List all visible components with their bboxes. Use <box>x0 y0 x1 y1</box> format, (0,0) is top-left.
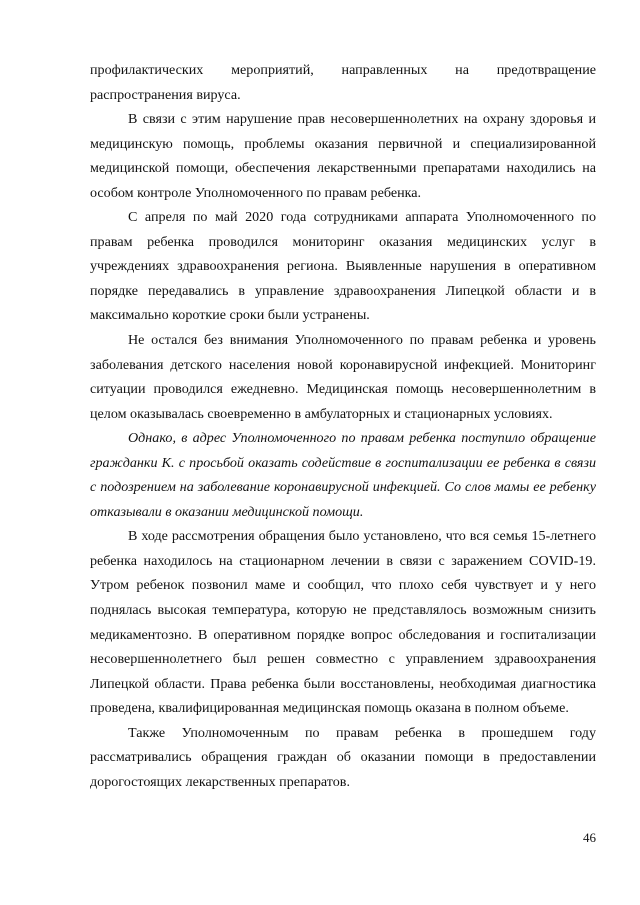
document-body <box>90 58 596 794</box>
paragraph-appeal-case: Однако, в адрес Уполномоченного по правам ребенка поступило обращение гражданки К. с просьбой оказать содействие в госпитализации ее ребенка в связи с подозрением на заболевание коронавирусной инфекцией. Со слов мамы ее ребенку отказывали в оказании медицинской помощи. <box>90 430 596 520</box>
paragraph-covid-level: Не остался без внимания Уполномоченного по правам ребенка и уровень заболевания детского населения новой коронавирусной инфекцией. Мониторинг ситуации проводился ежедневно. Медицинская помощь несовершеннолетним в целом оказывалась своевременно в амбулаторных и стационарных условиях. <box>90 332 596 422</box>
paragraph-medication-appeals: Также Уполномоченным по правам ребенка в прошедшем году рассматривались обращения граждан об оказании помощи в предоставлении дорогостоящих лекарственных препаратов. <box>90 724 596 790</box>
paragraph-continuation: профилактических мероприятий, направленных на предотвращение распространения вируса. <box>90 62 596 103</box>
paragraph-appeal-resolution: В ходе рассмотрения обращения было установлено, что вся семья 15-летнего ребенка находилось на стационарном лечении в связи с заражением COVID-19. Утром ребенок позвонил маме и сообщил, что плохо себя чувствует и у него поднялась высокая температура, которую не представлялось возможным снизить медикаментозно. В оперативном порядке вопрос обследования и госпитализации несовершеннолетнего был решен совместно с управлением здравоохранения Липецкой области. Права ребенка были восстановлены, необходимая диагностика проведена, квалифицированная медицинская помощь оказана в полном объеме. <box>90 528 596 717</box>
page-number: 46 <box>583 830 596 845</box>
paragraph-rights-violations: В связи с этим нарушение прав несовершеннолетних на охрану здоровья и медицинскую помощь, проблемы оказания первичной и специализированной медицинской помощи, обеспечения лекарственными препаратами находились на особом контроле Уполномоченного по правам ребенка. <box>90 111 596 201</box>
paragraph-monitoring: С апреля по май 2020 года сотрудниками аппарата Уполномоченного по правам ребенка проводился мониторинг оказания медицинских услуг в учреждениях здравоохранения региона. Выявленные нарушения в оперативном порядке передавались в управление здравоохранения Липецкой области и в максимально короткие сроки были устранены. <box>90 209 596 324</box>
